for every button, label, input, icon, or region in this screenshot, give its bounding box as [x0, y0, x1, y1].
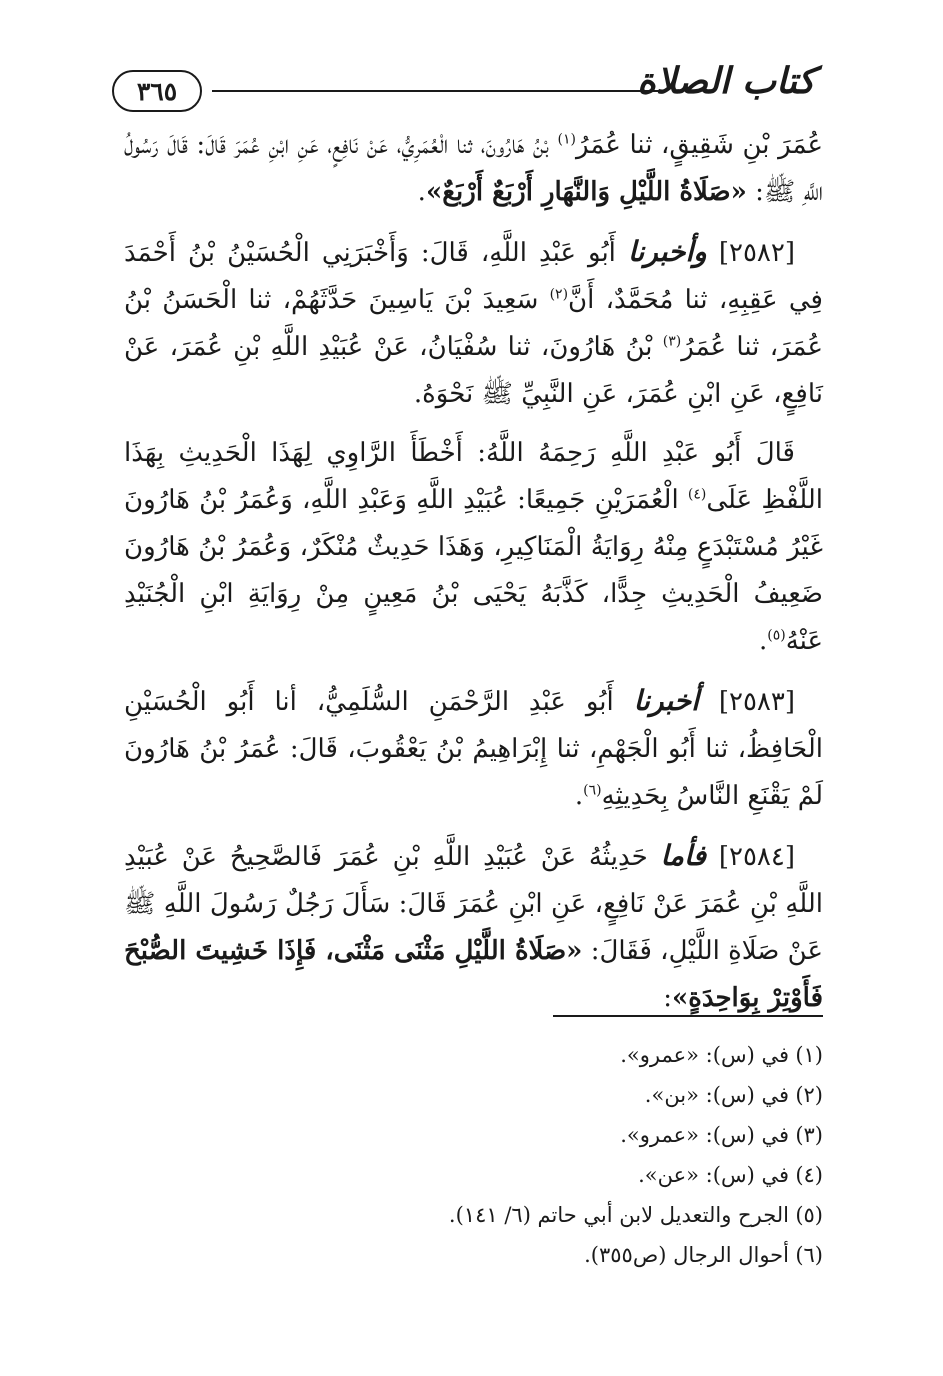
hadith-number: [٢٥٨٢] [718, 238, 795, 268]
footnote [124, 1155, 823, 1195]
footnote-ref: (٣) [662, 333, 682, 350]
footnote-ref: (١) [557, 131, 576, 148]
hadith-number: [٢٥٨٤] [718, 842, 795, 872]
text-run: حَدِيثُهُ عَنْ عُبَيْدِ اللَّهِ بْنِ عُمَرَ فَالصَّحِيحُ عَنْ عُبَيْدِ اللَّهِ بْنِ عُمَرَ عَنْ نَافِعٍ، عَنِ ابْنِ عُمَرَ قَالَ: سَأَلَ رَجُلٌ رَسُولَ اللَّهِ ﷺ عَنْ صَلَاةِ اللَّيْلِ، فَقَالَ: [124, 842, 823, 966]
header-rule [212, 90, 663, 92]
footnote-number: (١) [795, 1043, 823, 1067]
text-run: قَالَ أَبُو عَبْدِ اللَّهِ رَحِمَهُ اللَّهُ: أَخْطَأَ الرَّاوِي لِهَذَا الْحَدِيثِ بِهَذَا اللَّفْظِ عَلَى [124, 438, 823, 515]
footnote [124, 1035, 823, 1075]
paragraph-2584 [124, 832, 823, 1022]
text-run: عُمَرَ بْنِ شَقِيقٍ، ثنا عُمَرُ [575, 130, 823, 160]
footnote [124, 1115, 823, 1155]
footnote-number: (٦) [795, 1243, 823, 1267]
hadith-text: «صَلَاةُ اللَّيْلِ وَالنَّهَارِ أَرْبَعٌ أَرْبَعٌ» [425, 177, 747, 207]
footnote-text: أحوال الرجال (ص٣٥٥). [584, 1243, 789, 1267]
text-run: . [758, 626, 768, 656]
paragraph-commentary [124, 430, 823, 665]
footnote-ref: (٥) [767, 627, 786, 644]
text-run: أَبُو عَبْدِ اللَّهِ، قَالَ: وَأَخْبَرَنِي الْحُسَيْنُ بْنُ أَحْمَدَ فِي عَقِبِهِ، ثنا مُحَمَّدٌ، أَنَّ [124, 238, 823, 315]
footnote-text: الجرح والتعديل لابن أبي حاتم (٦/ ١٤١). [448, 1203, 789, 1227]
text-run: . [574, 781, 584, 811]
footnote-ref: (٦) [583, 782, 602, 799]
text-run: : [663, 983, 672, 1013]
running-title: كتاب الصلاة [637, 60, 815, 102]
keyword: فأما [660, 839, 706, 872]
footnote [124, 1075, 823, 1115]
footnote [124, 1195, 823, 1235]
footnote-text: في (س): «عن». [638, 1163, 789, 1187]
footnote-rule [553, 1015, 823, 1017]
paragraph-2583 [124, 677, 823, 820]
main-text [124, 122, 823, 1034]
keyword: وأخبرنا [627, 235, 707, 268]
footnotes [124, 1035, 823, 1275]
paragraph-continuation [124, 122, 823, 216]
text-run: بْنُ هَارُونَ، ثنا سُفْيَانُ، عَنْ عُبَيْدِ اللَّهِ بْنِ عُمَرَ، عَنْ نَافِعٍ، عَنِ ابْنِ عُمَرَ، عَنِ النَّبِيِّ ﷺ نَحْوَهُ. [124, 332, 823, 409]
footnote-ref: (٢) [549, 286, 569, 303]
footnote-text: في (س): «بن». [644, 1083, 789, 1107]
text-run: سَعِيدَ بْنَ يَاسِينَ حَدَّثَهُمْ، ثنا الْحَسَنُ بْنُ عُمَرَ، ثنا عُمَرُ [124, 285, 823, 362]
footnote-ref: (٤) [687, 486, 707, 503]
keyword: أخبرنا [633, 684, 699, 717]
footnote-text: في (س): «عمرو». [620, 1043, 789, 1067]
paragraph-2582 [124, 228, 823, 418]
footnote-number: (٢) [795, 1083, 823, 1107]
hadith-text: «صَلَاةُ اللَّيْلِ مَثْنَى مَثْنَى، فَإِذَا خَشِيتَ الصُّبْحَ فَأَوْتِرْ بِوَاحِدَةٍ» [124, 936, 823, 1013]
footnote-text: في (س): «عمرو». [620, 1123, 789, 1147]
hadith-number: [٢٥٨٣] [718, 687, 796, 717]
text-run: أَبُو عَبْدِ الرَّحْمَنِ السُّلَمِيُّ، أنا أَبُو الْحُسَيْنِ الْحَافِظُ، ثنا أَبُو الْجَهْمِ، ثنا إِبْرَاهِيمُ بْنُ يَعْقُوبَ، قَالَ: عُمَرُ بْنُ هَارُونَ لَمْ يَقْنَعِ النَّاسُ بِحَدِيثِهِ [124, 687, 823, 811]
footnote-number: (٣) [795, 1123, 823, 1147]
page-number: ٣٦٥ [112, 70, 202, 112]
footnote-number: (٥) [795, 1203, 823, 1227]
text-run: الْعُمَرَيْنِ جَمِيعًا: عُبَيْدِ اللَّهِ وَعَبْدِ اللَّهِ، وَعُمَرُ بْنُ هَارُونَ غَيْرُ مُسْتَبْدَعٍ مِنْهُ رِوَايَةُ الْمَنَاكِيرِ، وَهَذَا حَدِيثٌ مُنْكَرٌ، وَعُمَرُ بْنُ هَارُونَ ضَعِيفُ الْحَدِيثِ جِدًّا، كَذَّبَهُ يَحْيَى بْنُ مَعِينٍ مِنْ رِوَايَةِ ابْنِ الْجُنَيْدِ عَنْهُ [124, 485, 823, 656]
text-run: بْنُ هَارُونَ، ثنا الْعُمَرِيُّ، عَنْ نَافِعٍ، عَنِ ابْنِ عُمَرَ قَالَ: قَالَ رَسُولُ اللَّهِ ﷺ: [124, 130, 823, 207]
text-run: . [417, 177, 426, 207]
footnote [124, 1235, 823, 1275]
page-header [112, 58, 815, 118]
footnote-number: (٤) [795, 1163, 823, 1187]
